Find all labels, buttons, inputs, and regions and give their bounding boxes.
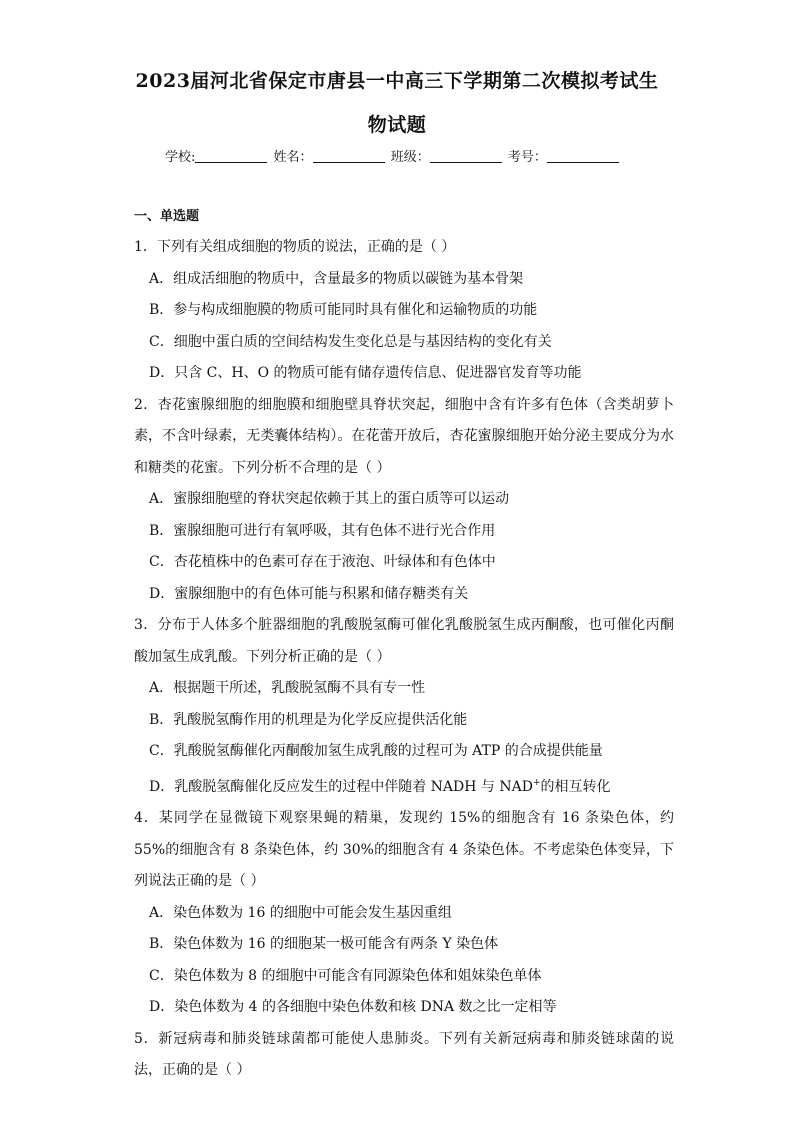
exam-number-blank[interactable] — [547, 150, 619, 163]
option-b: B．乳酸脱氢酶作用的机理是为化学反应提供活化能 — [149, 711, 468, 728]
section-heading: 一、单选题 — [134, 209, 200, 224]
option-d — [134, 768, 674, 804]
question-2 — [134, 390, 674, 611]
class-blank[interactable] — [430, 150, 502, 163]
question-stem: 2．杏花蜜腺细胞的细胞膜和细胞壁具脊状突起，细胞中含有许多有色体（含类胡萝卜素，不含叶绿素，无类囊体结构）。在花蕾开放后，杏花蜜腺细胞开始分泌主要成分为水和糖类的花蜜。下列分析不合理的是（ ） — [134, 396, 674, 476]
option-d: D．蜜腺细胞中的有色体可能与积累和储存糖类有关 — [149, 585, 469, 602]
name-label: 姓名： — [273, 150, 313, 165]
option-c: C．杏花植株中的色素可存在于液泡、叶绿体和有色体中 — [149, 554, 496, 570]
question-stem: 5．新冠病毒和肺炎链球菌都可能使人患肺炎。下列有关新冠病毒和肺炎链球菌的说法，正确的是（ ） — [134, 1030, 674, 1078]
page-title-line1: 2023届河北省保定市唐县一中高三下学期第二次模拟考试生 — [135, 70, 659, 92]
student-info-row — [165, 146, 621, 165]
question-5 — [134, 1024, 674, 1087]
option-b: B．参与构成细胞膜的物质可能同时具有催化和运输物质的功能 — [149, 302, 538, 318]
question-4 — [134, 803, 674, 1024]
option-d-text: D．乳酸脱氢酶催化反应发生的过程中伴随着 NADH 与 NAD — [149, 778, 533, 795]
option-d-text-end: 的相互转化 — [540, 778, 611, 795]
page-title-line2: 物试题 — [367, 114, 427, 136]
question-list — [134, 232, 674, 1087]
option-a: A．根据题干所述，乳酸脱氢酶不具有专一性 — [149, 680, 426, 696]
option-c: C．染色体数为 8 的细胞中可能含有同源染色体和姐妹染色单体 — [149, 967, 542, 984]
option-c: C．细胞中蛋白质的空间结构发生变化总是与基因结构的变化有关 — [149, 333, 552, 350]
option-d: D．只含 C、H、O 的物质可能有储存遗传信息、促进器官发育等功能 — [149, 365, 582, 381]
option-b: B．染色体数为 16 的细胞某一极可能含有两条 Y 染色体 — [149, 936, 499, 952]
superscript-plus: + — [532, 777, 541, 788]
name-blank[interactable] — [313, 150, 385, 163]
question-stem: 3．分布于人体多个脏器细胞的乳酸脱氢酶可催化乳酸脱氢生成丙酮酸，也可催化丙酮酸加氢生成乳酸。下列分析正确的是（ ） — [134, 617, 674, 665]
question-stem: 4．某同学在显微镜下观察果蝇的精巢，发现约 15%的细胞含有 16 条染色体，约 55%的细胞含有 8 条染色体，约 30%的细胞含有 4 条染色体。不考虑染色体变异，下列说法正确的是（ ） — [134, 810, 674, 889]
option-c: C．乳酸脱氢酶催化丙酮酸加氢生成乳酸的过程可为 ATP 的合成提供能量 — [149, 743, 603, 759]
option-a: A．蜜腺细胞壁的脊状突起依赖于其上的蛋白质等可以运动 — [149, 491, 510, 507]
option-a: A．组成活细胞的物质中，含量最多的物质以碳链为基本骨架 — [149, 270, 524, 287]
option-a: A．染色体数为 16 的细胞中可能会发生基因重组 — [149, 904, 452, 921]
option-b: B．蜜腺细胞可进行有氧呼吸，其有色体不进行光合作用 — [149, 522, 496, 539]
school-blank[interactable] — [195, 150, 267, 163]
school-label: 学校: — [165, 150, 196, 165]
question-stem: 1．下列有关组成细胞的物质的说法，正确的是（ ） — [134, 239, 456, 255]
question-3 — [134, 610, 674, 803]
class-label: 班级： — [390, 150, 430, 165]
exam-number-label: 考号： — [507, 150, 547, 165]
option-d: D．染色体数为 4 的各细胞中染色体数和核 DNA 数之比一定相等 — [149, 999, 557, 1015]
question-1 — [134, 232, 674, 390]
